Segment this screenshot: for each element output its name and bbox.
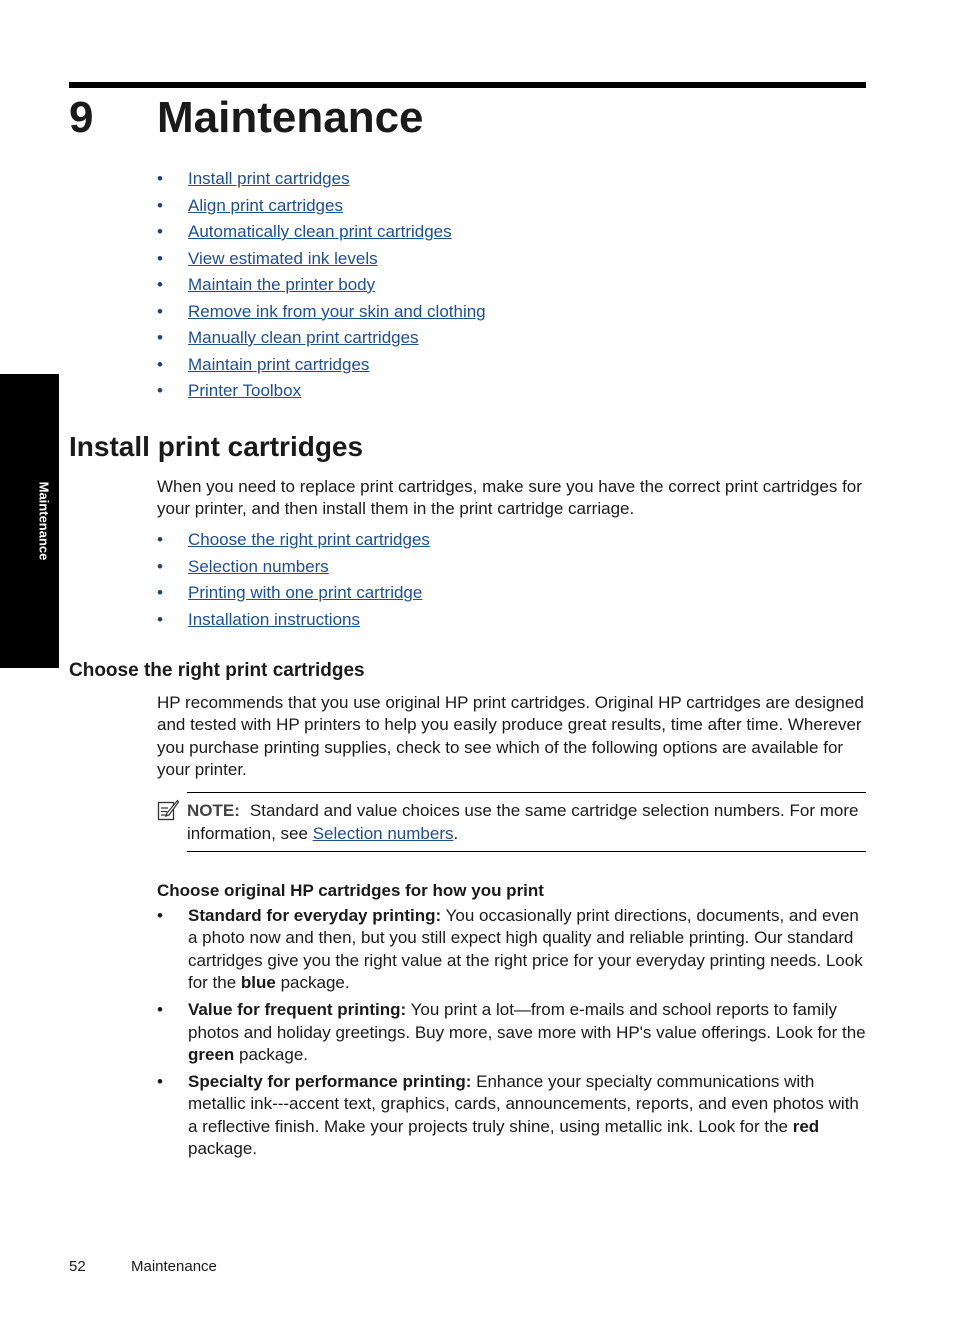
bullet-emph: green	[188, 1044, 235, 1064]
bullet-tail: package.	[234, 1044, 309, 1064]
toc-link-maintain-cartridges[interactable]: Maintain print cartridges	[188, 354, 370, 374]
list-item	[157, 1071, 869, 1161]
side-tab-label: Maintenance	[36, 481, 52, 561]
toc-link-maintain-printer-body[interactable]: Maintain the printer body	[188, 275, 376, 294]
chapter-number: 9	[69, 93, 94, 142]
note-label: NOTE:	[187, 801, 240, 820]
toc-link-install-print-cartridges[interactable]: Install print cartridges	[188, 169, 350, 188]
subsection-intro: HP recommends that you use original HP print cartridges. Original HP cartridges are designed and tested with HP printers to help you easily produce great results, time after time. Wherever you purchase printing supplies, check to see which of the following options are available for your printer.	[157, 693, 864, 779]
toc-link-manually-clean[interactable]: Manually clean print cartridges	[188, 328, 419, 347]
toc-item	[157, 301, 486, 328]
list-item	[157, 905, 869, 995]
toc-item	[157, 274, 486, 301]
section-link-installation-instructions[interactable]: Installation instructions	[188, 609, 360, 629]
note-link-selection-numbers[interactable]: Selection numbers	[312, 824, 454, 843]
section-link-selection-numbers[interactable]: Selection numbers	[188, 556, 329, 576]
bullet-lead: Standard for everyday printing:	[188, 906, 442, 925]
toc-link-remove-ink[interactable]: Remove ink from your skin and clothing	[188, 301, 486, 321]
toc-item	[157, 327, 486, 354]
note-text: Standard and value choices use the same cartridge selection numbers. For more information, see	[187, 801, 859, 843]
toc-link-automatically-clean[interactable]: Automatically clean print cartridges	[188, 222, 452, 241]
toc-item	[157, 221, 486, 248]
toc-link-printer-toolbox[interactable]: Printer Toolbox	[188, 381, 302, 400]
note-icon	[157, 799, 179, 821]
note-box	[187, 792, 866, 852]
chapter-title	[69, 90, 424, 146]
section-toc-item	[157, 582, 430, 609]
footer-label: Maintenance	[131, 1258, 217, 1275]
toc-link-view-ink-levels[interactable]: View estimated ink levels	[188, 248, 378, 268]
bullet-lead: Specialty for performance printing:	[188, 1071, 472, 1091]
bullet-text: You print a lot—from e-mails and school reports to family photos and holiday greetings. Buy more, save more with HP's value offerings. Look for the	[188, 1000, 866, 1042]
toc-item	[157, 354, 486, 381]
toc-item	[157, 195, 486, 222]
bullet-tail: package.	[188, 1139, 257, 1159]
section-title: Install print cartridges	[69, 431, 364, 462]
bullet-emph: blue	[240, 973, 276, 993]
toc-item	[157, 168, 486, 195]
section-intro: When you need to replace print cartridges, make sure you have the correct print cartridges for your printer, and then install them in the print cartridge carriage.	[157, 477, 862, 519]
section-link-choose-cartridges[interactable]: Choose the right print cartridges	[188, 530, 430, 549]
note-end: .	[453, 824, 459, 843]
page-number: 52	[69, 1258, 86, 1275]
toc-item	[157, 248, 486, 275]
section-toc-item	[157, 529, 430, 556]
section-toc-item	[157, 556, 430, 583]
subsection-title: Choose the right print cartridges	[69, 660, 365, 681]
bullet-tail: package.	[275, 973, 350, 993]
section-toc-item	[157, 609, 430, 636]
chapter-title-text: Maintenance	[157, 93, 424, 142]
chapter-toc	[157, 168, 486, 407]
cartridge-choice-heading: Choose original HP cartridges for how you print	[157, 881, 544, 900]
bullet-emph: red	[792, 1116, 820, 1136]
cartridge-options-list	[157, 905, 869, 1165]
toc-item	[157, 380, 486, 407]
list-item	[157, 999, 869, 1066]
bullet-text: You occasionally print directions, documents, and even a photo now and then, but you still expect high quality and reliable printing. Our standard cartridges give you the right value at the right price for your everyday printing needs. Look for the	[188, 906, 863, 993]
bullet-lead: Value for frequent printing:	[188, 1000, 407, 1020]
section-toc	[157, 529, 430, 635]
toc-link-align-print-cartridges[interactable]: Align print cartridges	[188, 195, 343, 215]
section-link-one-cartridge[interactable]: Printing with one print cartridge	[188, 583, 423, 602]
bullet-text: Enhance your specialty communications with metallic ink---accent text, graphics, cards, announcements, reports, and even photos with a reflective finish. Make your projects truly shine, using metallic ink. Look for the	[188, 1071, 859, 1136]
chapter-top-rule	[69, 82, 866, 88]
